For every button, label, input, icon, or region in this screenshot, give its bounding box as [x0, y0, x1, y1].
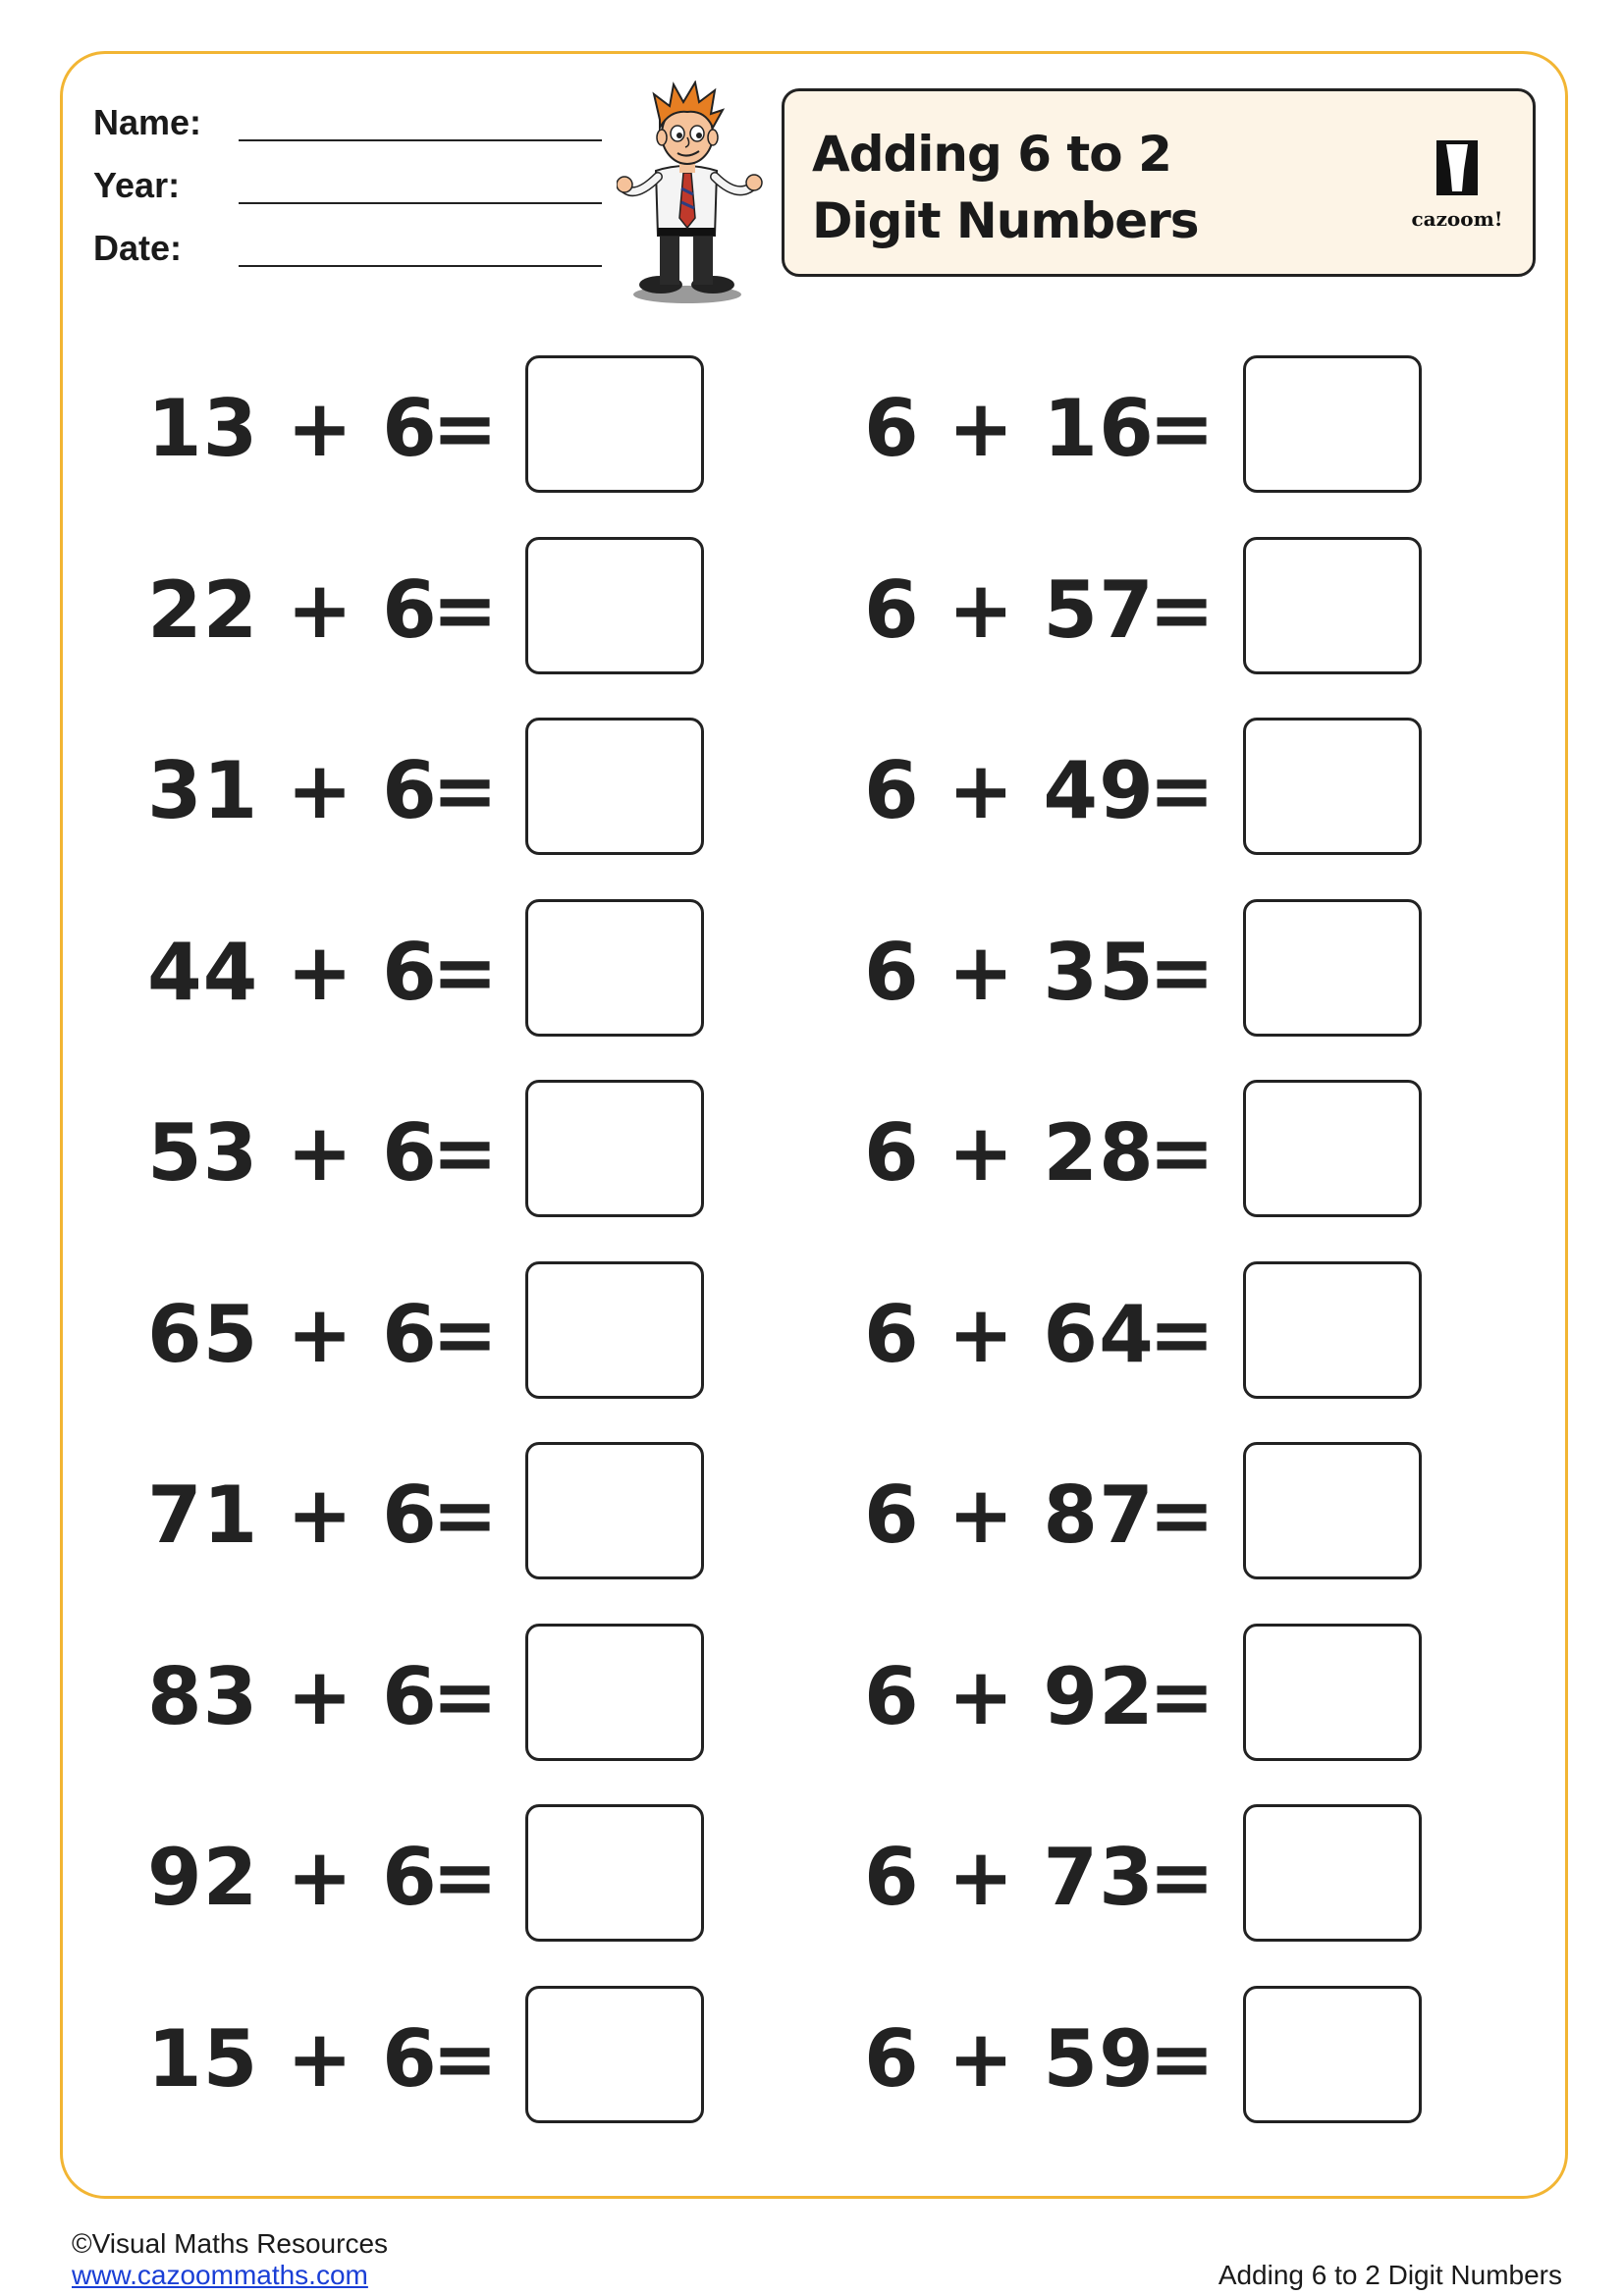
- name-line[interactable]: [239, 139, 602, 141]
- problem-expression: 44 + 6: [147, 926, 438, 1018]
- name-field[interactable]: [93, 98, 604, 161]
- problem-row: [0, 1261, 1624, 1399]
- equals-sign: =: [1149, 563, 1216, 656]
- date-label: Date:: [93, 228, 183, 268]
- answer-box[interactable]: [1243, 355, 1422, 493]
- equals-sign: =: [1149, 745, 1216, 836]
- equals-sign: =: [432, 1107, 499, 1199]
- problem-row: [0, 1804, 1624, 1942]
- problem-expression: 71 + 6: [147, 1469, 438, 1561]
- equals-sign: =: [432, 1469, 499, 1561]
- student-info-fields: [93, 98, 604, 287]
- answer-box[interactable]: [1243, 1624, 1422, 1761]
- cartoon-teacher-icon: [617, 80, 764, 306]
- equals-sign: =: [1149, 2012, 1216, 2105]
- name-label: Name:: [93, 102, 202, 142]
- problem-expression: 6 + 57: [864, 563, 1155, 656]
- answer-box[interactable]: [1243, 537, 1422, 674]
- year-label: Year:: [93, 165, 181, 205]
- answer-box[interactable]: [1243, 1804, 1422, 1942]
- answer-box[interactable]: [1243, 1986, 1422, 2123]
- problem-row: [0, 718, 1624, 855]
- problem-expression: 6 + 28: [864, 1107, 1155, 1199]
- problem-expression: 31 + 6: [147, 745, 438, 836]
- problem-expression: 6 + 35: [864, 926, 1155, 1018]
- equals-sign: =: [432, 563, 499, 656]
- problem-row: [0, 1624, 1624, 1761]
- cazoom-logo: [1403, 131, 1511, 239]
- problem-expression: 6 + 64: [864, 1288, 1155, 1380]
- problem-expression: 6 + 92: [864, 1650, 1155, 1742]
- worksheet-title: [812, 121, 1323, 254]
- problem-expression: 6 + 49: [864, 745, 1155, 836]
- problem-row: [0, 1442, 1624, 1579]
- problem-expression: 6 + 73: [864, 1832, 1155, 1923]
- equals-sign: =: [432, 1832, 499, 1923]
- equals-sign: =: [1149, 1650, 1216, 1742]
- equals-sign: =: [1149, 1107, 1216, 1199]
- equals-sign: =: [432, 926, 499, 1018]
- problem-expression: 15 + 6: [147, 2012, 438, 2105]
- problem-expression: 83 + 6: [147, 1650, 438, 1742]
- equals-sign: =: [432, 383, 499, 474]
- problem-expression: 6 + 59: [864, 2012, 1155, 2105]
- cazoom-glass-icon: [1403, 131, 1511, 209]
- date-line[interactable]: [239, 265, 602, 267]
- answer-box[interactable]: [1243, 1442, 1422, 1579]
- problem-row: [0, 1080, 1624, 1217]
- equals-sign: =: [432, 2012, 499, 2105]
- footer-worksheet-name: Adding 6 to 2 Digit Numbers: [1218, 2260, 1562, 2290]
- website-link[interactable]: www.cazoommaths.com: [72, 2260, 368, 2290]
- problem-expression: 6 + 87: [864, 1469, 1155, 1561]
- problem-row: [0, 537, 1624, 674]
- date-field[interactable]: [93, 224, 604, 287]
- problem-row: [0, 899, 1624, 1037]
- worksheet-title-box: [782, 88, 1536, 277]
- answer-box[interactable]: [1243, 1261, 1422, 1399]
- title-line-1: Adding 6 to 2: [812, 126, 1171, 183]
- problem-row: [0, 355, 1624, 493]
- problem-expression: 13 + 6: [147, 383, 438, 474]
- answer-box[interactable]: [1243, 718, 1422, 855]
- year-field[interactable]: [93, 161, 604, 224]
- footer-credits: [72, 2228, 388, 2291]
- problem-row: [0, 1986, 1624, 2123]
- equals-sign: =: [432, 1288, 499, 1380]
- equals-sign: =: [1149, 1469, 1216, 1561]
- problem-expression: 65 + 6: [147, 1288, 438, 1380]
- copyright-text: ©Visual Maths Resources: [72, 2228, 389, 2259]
- title-line-2: Digit Numbers: [812, 192, 1199, 249]
- equals-sign: =: [432, 745, 499, 836]
- answer-box[interactable]: [1243, 1080, 1422, 1217]
- equals-sign: =: [432, 1650, 499, 1742]
- year-line[interactable]: [239, 202, 602, 204]
- problem-expression: 92 + 6: [147, 1832, 438, 1923]
- problem-expression: 6 + 16: [864, 383, 1155, 474]
- equals-sign: =: [1149, 1832, 1216, 1923]
- logo-text: cazoom!: [1411, 207, 1503, 231]
- equals-sign: =: [1149, 926, 1216, 1018]
- answer-box[interactable]: [1243, 899, 1422, 1037]
- equals-sign: =: [1149, 383, 1216, 474]
- problem-expression: 53 + 6: [147, 1107, 438, 1199]
- equals-sign: =: [1149, 1288, 1216, 1380]
- problem-expression: 22 + 6: [147, 563, 438, 656]
